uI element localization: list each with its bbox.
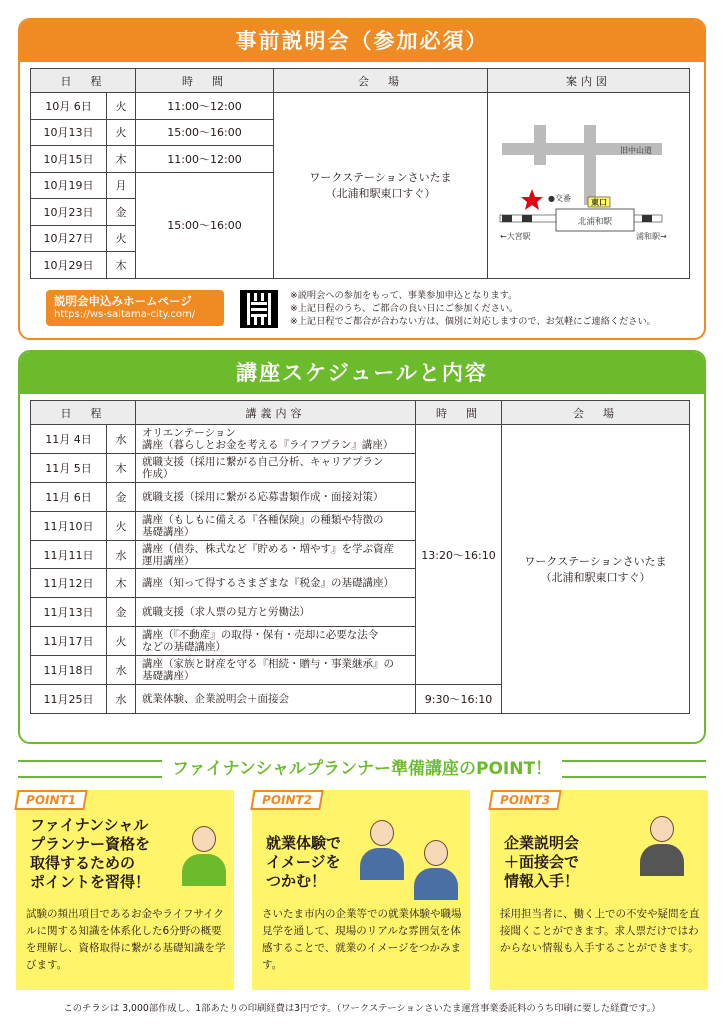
col-venue: 会 場 (502, 401, 690, 425)
dow-cell: 水 (107, 656, 136, 685)
road-label: 旧中山道 (620, 146, 652, 155)
point-heading: 企業説明会 ＋面接会で 情報入手！ (504, 834, 580, 890)
content-cell: 講座（『不動産』の取得・保有・売却に必要な法令 などの基礎講座） (136, 627, 416, 656)
east-exit-label: 東口 (591, 198, 607, 207)
dow-cell: 木 (107, 453, 136, 482)
col-date: 日 程 (31, 69, 136, 93)
content-cell: 講座（家族と財産を守る『相続・贈与・事業継承』の 基礎講座） (136, 656, 416, 685)
dow-cell: 木 (107, 146, 136, 173)
dow-cell: 火 (107, 627, 136, 656)
apply-title: 説明会申込みホームページ (54, 294, 192, 308)
dow-cell: 金 (107, 482, 136, 511)
right-station-label: 浦和駅→ (636, 232, 667, 241)
content-cell: 講座（知って得するさまざまな『税金』の基礎講座） (136, 569, 416, 598)
dow-cell: 火 (107, 225, 136, 252)
dow-cell: 水 (107, 685, 136, 714)
apply-url[interactable]: https://ws-saitama-city.com/ (54, 309, 196, 320)
time-cell: 11:00〜12:00 (136, 93, 274, 120)
venue-name: ワークステーションさいたま (309, 171, 452, 185)
date-cell: 11月12日 (31, 569, 107, 598)
time-cell: 15:00〜16:00 (136, 172, 274, 278)
col-content: 講義内容 (136, 401, 416, 425)
date-cell: 11月18日 (31, 656, 107, 685)
date-cell: 10月23日 (31, 199, 107, 226)
point-heading: 就業体験で イメージを つかむ！ (266, 834, 342, 890)
note-line: ※説明会への参加をもって、事業参加申込となります。 (290, 290, 518, 301)
briefing-title: 事前説明会（参加必須） (20, 20, 704, 62)
venue-name: ワークステーションさいたま (524, 554, 667, 568)
venue-note: （北浦和駅東口すぐ） (540, 570, 651, 584)
dow-cell: 火 (107, 119, 136, 146)
date-cell: 10月27日 (31, 225, 107, 252)
date-cell: 10月15日 (31, 146, 107, 173)
date-cell: 11月17日 (31, 627, 107, 656)
point-card-1 (16, 790, 234, 990)
col-venue: 会 場 (274, 69, 488, 93)
qr-code[interactable] (240, 290, 278, 328)
point-body: 試験の頻出項目であるお金やライフサイクルに関する知識を体系化した6分野の概要を理解し、資格取得に繋がる基礎知識を学びます。 (26, 908, 226, 971)
dow-cell: 水 (107, 540, 136, 569)
dow-cell: 金 (107, 199, 136, 226)
date-cell: 11月 5日 (31, 453, 107, 482)
note-line: ※上記日程でご都合が合わない方は、個別に対応しますので、お気軽にご連絡ください。 (290, 316, 656, 327)
points-title: ファイナンシャルプランナー準備講座のPOINT！ (18, 754, 706, 779)
location-star-icon (521, 189, 543, 210)
briefing-notes (290, 289, 656, 328)
col-time: 時 間 (416, 401, 502, 425)
venue-note: （北浦和駅東口すぐ） (325, 187, 436, 201)
access-map (492, 105, 670, 257)
schedule-title: 講座スケジュールと内容 (20, 352, 704, 394)
point-body: さいたま市内の企業等での就業体験や職場見学を通して、現場のリアルな雰囲気を体感することで、就業のイメージをつかみます。 (262, 908, 462, 971)
schedule-table (30, 400, 690, 714)
dow-cell: 水 (107, 425, 136, 454)
note-line: ※上記日程のうち、ご都合の良い日にご参加ください。 (290, 303, 519, 314)
date-cell: 11月10日 (31, 511, 107, 540)
date-cell: 10月 6日 (31, 93, 107, 120)
apply-box[interactable] (46, 290, 224, 326)
date-cell: 11月 6日 (31, 482, 107, 511)
dow-cell: 月 (107, 172, 136, 199)
dow-cell: 火 (107, 93, 136, 120)
time-cell: 9:30〜16:10 (416, 685, 502, 714)
date-cell: 11月11日 (31, 540, 107, 569)
person-illustration-icon (360, 820, 404, 880)
date-cell: 10月29日 (31, 252, 107, 279)
content-cell: 就職支援（求人票の見方と労働法） (136, 598, 416, 627)
person-illustration-icon (640, 816, 684, 876)
koban-label: ●交番 (548, 194, 571, 203)
date-cell: 11月25日 (31, 685, 107, 714)
date-cell: 11月13日 (31, 598, 107, 627)
content-cell: 講座（債券、株式など『貯める・増やす』を学ぶ資産 運用講座） (136, 540, 416, 569)
left-station-label: ←大宮駅 (500, 232, 531, 241)
point-label: POINT1 (14, 790, 88, 810)
dow-cell: 木 (107, 569, 136, 598)
dow-cell: 木 (107, 252, 136, 279)
point-body: 採用担当者に、働く上での不安や疑問を直接聞くことができます。求人票だけではわからない情報も入手することができます。 (500, 908, 700, 954)
content-cell: 就職支援（採用に繋がる応募書類作成・面接対策） (136, 482, 416, 511)
point-card-3 (490, 790, 708, 990)
col-time: 時 間 (136, 69, 274, 93)
content-cell: 就職支援（採用に繋がる自己分析、キャリアプラン 作成） (136, 453, 416, 482)
points-banner (18, 752, 706, 786)
content-cell: 講座（もしもに備える『各種保険』の種類や特徴の 基礎講座） (136, 511, 416, 540)
point-heading: ファイナンシャル プランナー資格を 取得するための ポイントを習得！ (30, 816, 151, 891)
time-cell: 15:00〜16:00 (136, 119, 274, 146)
point-label: POINT3 (488, 790, 562, 810)
content-cell: オリエンテーション 講座（暮らしとお金を考える『ライフプラン』講座） (136, 425, 416, 454)
col-map: 案内図 (488, 69, 690, 93)
station-label: 北浦和駅 (578, 217, 613, 227)
venue-cell (502, 425, 690, 714)
content-cell: 就業体験、企業説明会＋面接会 (136, 685, 416, 714)
venue-cell (274, 93, 488, 279)
date-cell: 10月19日 (31, 172, 107, 199)
time-cell: 11:00〜12:00 (136, 146, 274, 173)
person-illustration-icon (182, 826, 226, 886)
dow-cell: 金 (107, 598, 136, 627)
footer-note: このチラシは 3,000部作成し、1部あたりの印刷経費は3円です。（ワークステーションさいたま運営事業委託料のうち印刷に要した経費です。） (63, 1003, 661, 1014)
person-illustration-icon (414, 840, 458, 900)
point-label: POINT2 (250, 790, 324, 810)
col-date: 日 程 (31, 401, 136, 425)
date-cell: 10月13日 (31, 119, 107, 146)
dow-cell: 火 (107, 511, 136, 540)
point-card-2 (252, 790, 470, 990)
time-cell: 13:20〜16:10 (416, 425, 502, 685)
date-cell: 11月 4日 (31, 425, 107, 454)
